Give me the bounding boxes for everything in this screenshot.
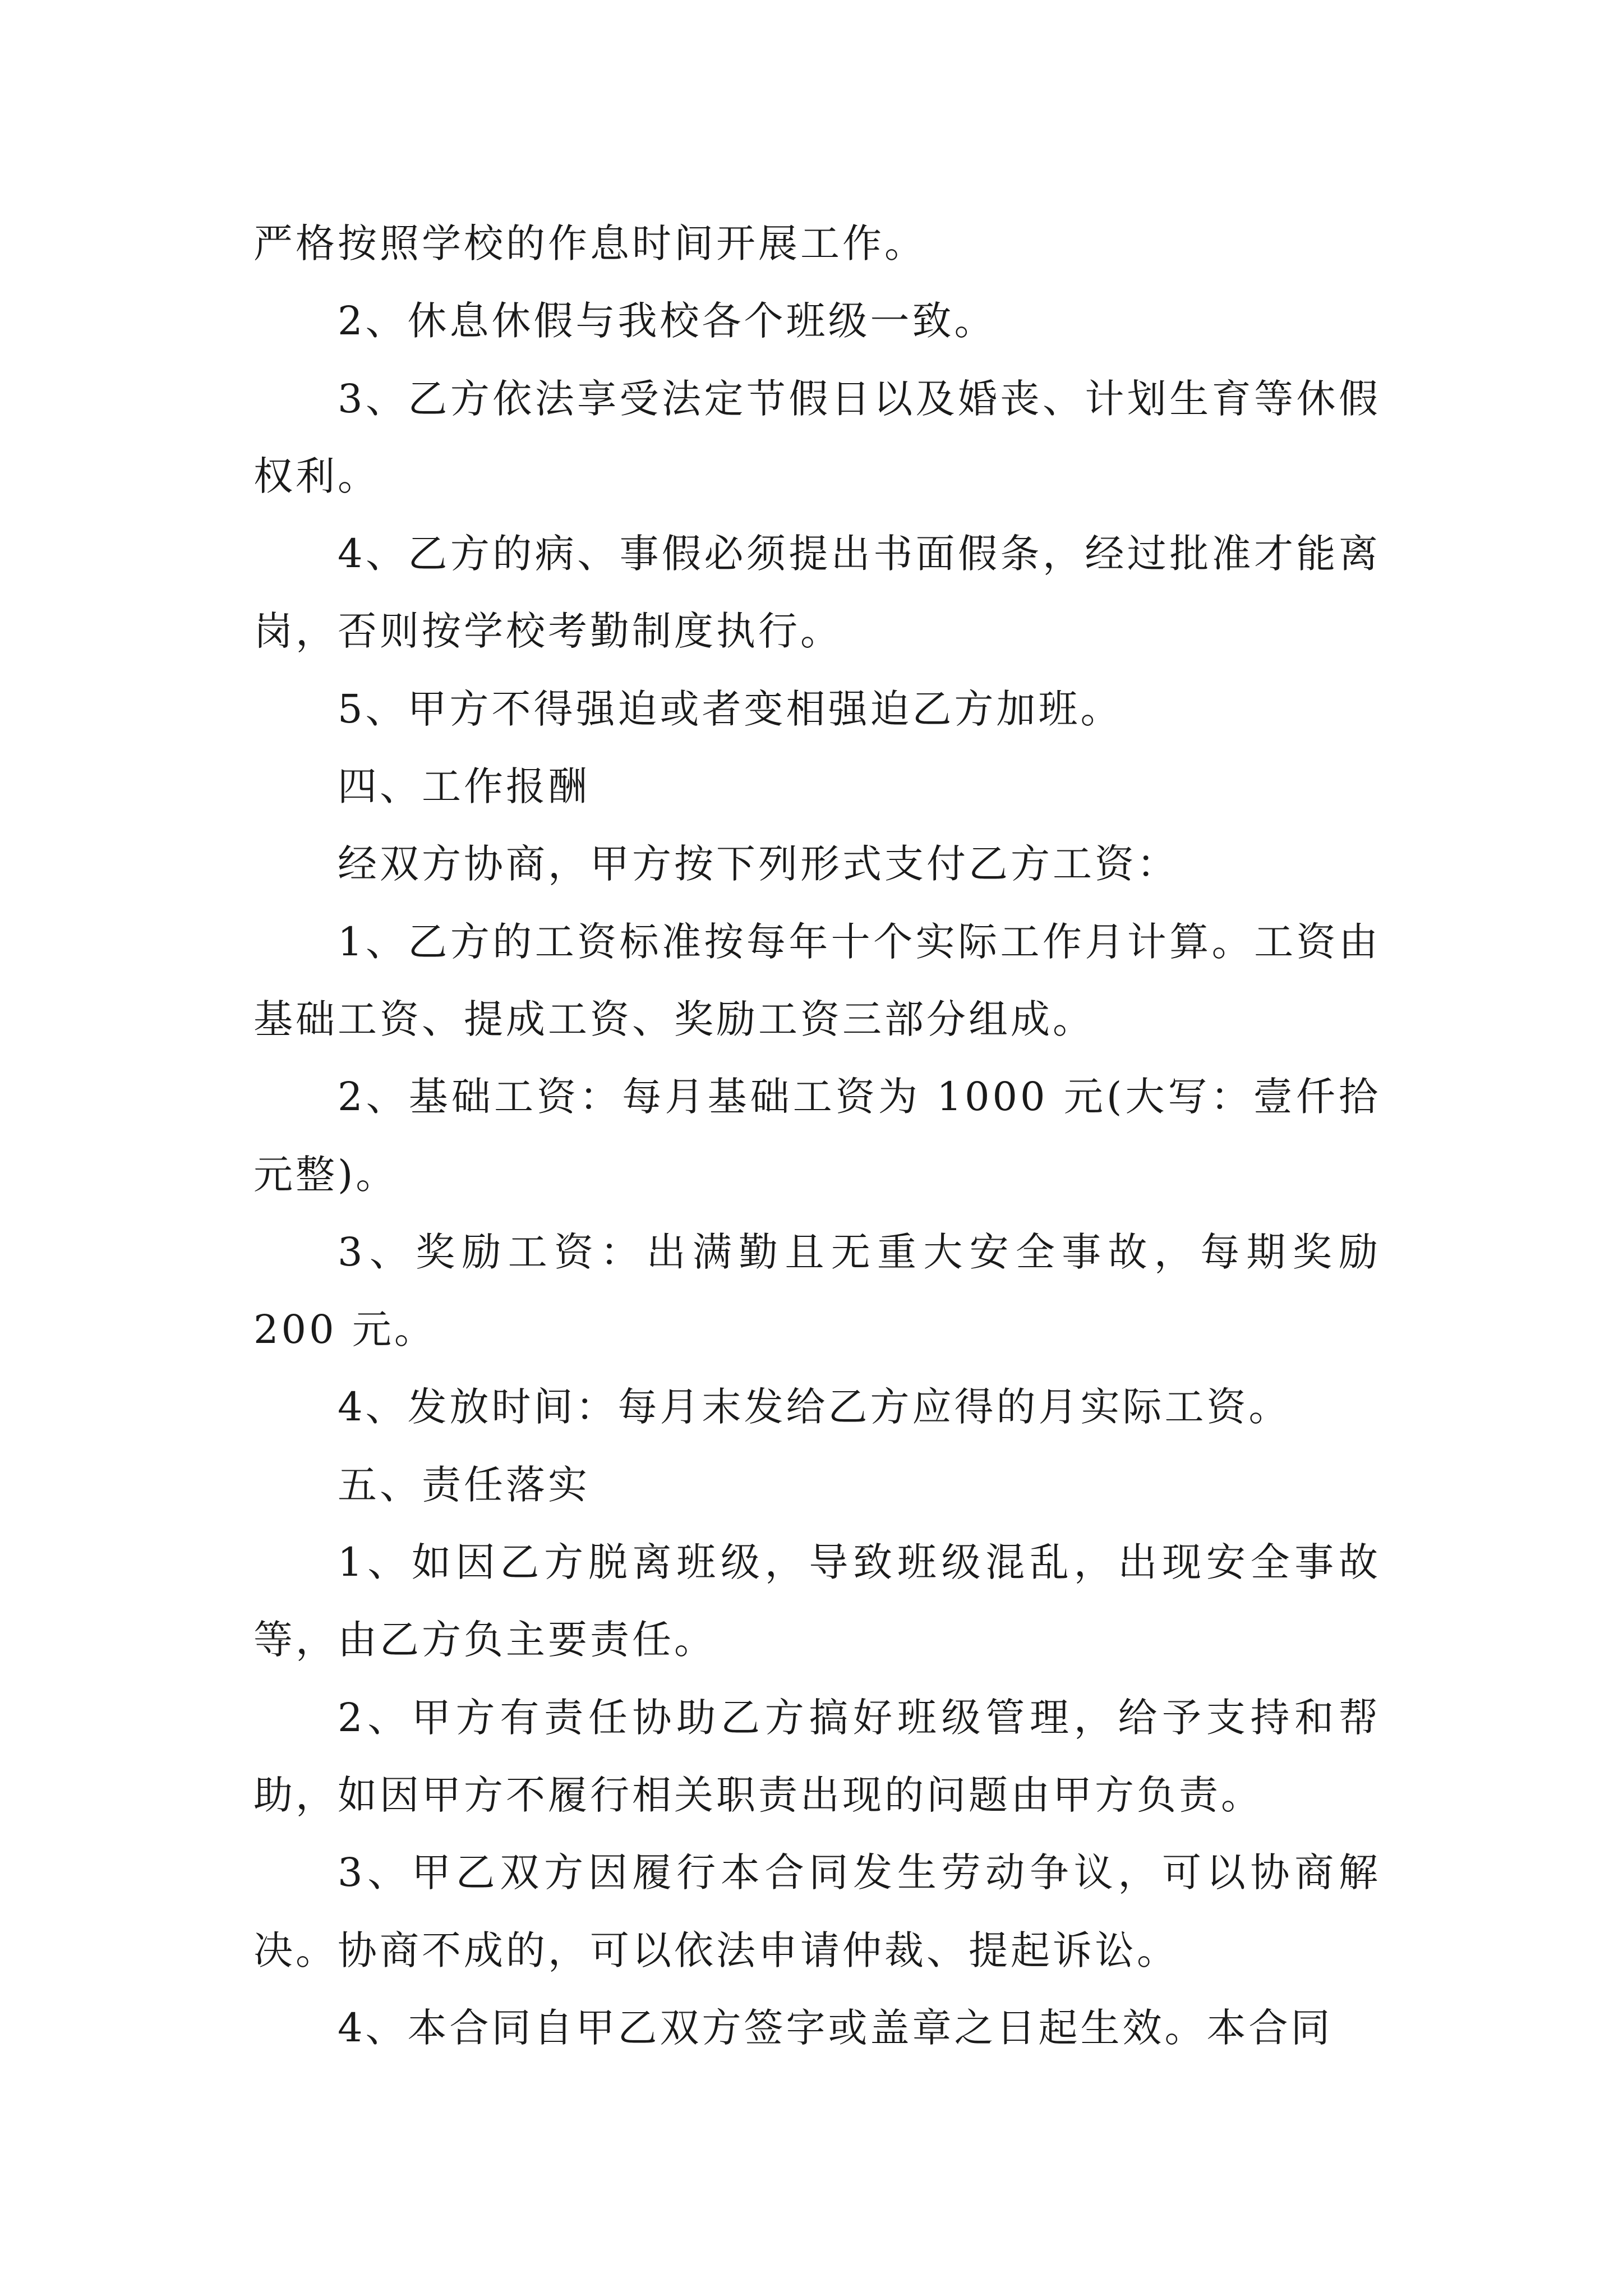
paragraph-salary-standard: 1、乙方的工资标准按每年十个实际工作月计算。工资由基础工资、提成工资、奖励工资三部分组成。 xyxy=(253,918,1381,1042)
paragraph-effective-date: 4、本合同自甲乙双方签字或盖章之日起生效。本合同 xyxy=(338,2004,1333,2051)
paragraph-continued-schedule: 严格按照学校的作息时间开展工作。 xyxy=(253,220,926,266)
paragraph-dispute-resolution: 3、甲乙双方因履行本合同发生劳动争议，可以协商解决。协商不成的，可以依法申请仲裁、提起诉讼。 xyxy=(253,1849,1381,1973)
paragraph-party-b-liability: 1、如因乙方脱离班级，导致班级混乱，出现安全事故等，由乙方负主要责任。 xyxy=(253,1539,1381,1663)
paragraph-rest-holiday: 2、休息休假与我校各个班级一致。 xyxy=(338,298,997,344)
paragraph-bonus: 3、奖励工资：出满勤且无重大安全事故，每期奖励 200 元。 xyxy=(253,1228,1381,1353)
paragraph-party-a-duty: 2、甲方有责任协助乙方搞好班级管理，给予支持和帮助，如因甲方不履行相关职责出现的问题由甲方负责。 xyxy=(253,1694,1381,1818)
document-body xyxy=(253,205,1381,2067)
section-heading-remuneration: 四、工作报酬 xyxy=(338,763,590,810)
paragraph-payment-intro: 经双方协商，甲方按下列形式支付乙方工资： xyxy=(338,841,1179,887)
paragraph-statutory-leave: 3、乙方依法享受法定节假日以及婚丧、计划生育等休假权利。 xyxy=(253,375,1381,499)
paragraph-base-salary: 2、基础工资：每月基础工资为 1000 元(大写：壹仟拾元整)。 xyxy=(253,1074,1381,1198)
paragraph-pay-date: 4、发放时间：每月末发给乙方应得的月实际工资。 xyxy=(338,1384,1291,1430)
section-heading-responsibility: 五、责任落实 xyxy=(338,1461,590,1508)
paragraph-sick-leave: 4、乙方的病、事假必须提出书面假条，经过批准才能离岗，否则按学校考勤制度执行。 xyxy=(253,531,1381,655)
paragraph-no-forced-overtime: 5、甲方不得强迫或者变相强迫乙方加班。 xyxy=(338,685,1123,732)
